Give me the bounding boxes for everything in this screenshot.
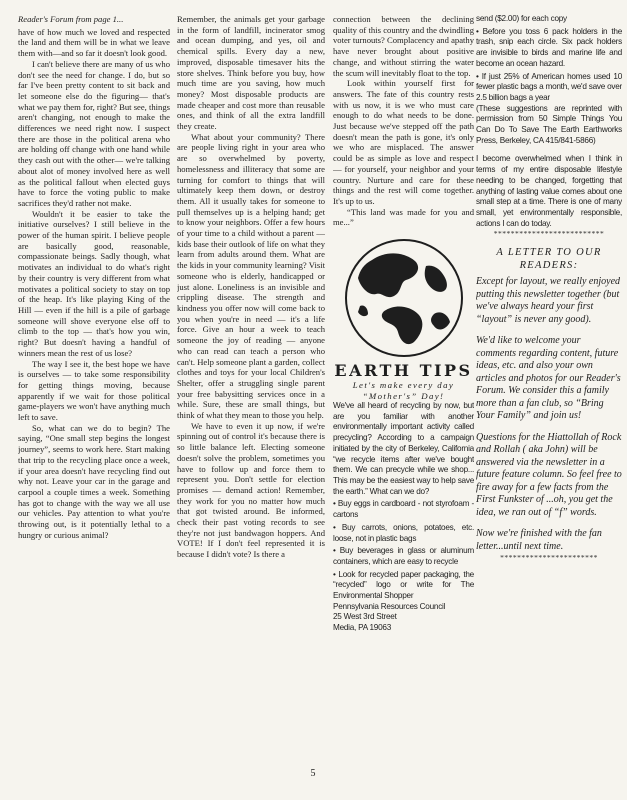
paragraph: Remember, the animals get your garbage in the form of landfill, incinerator smog and ocean dumping, and yes, oil and chemical spills. Every day a new, improved, disposable timesaver hits the store shelves. Think before you buy, how much time are you saving, how much money? Most disposable products are made cheaper and cost more than reusable ones, and think of all the extra landfill they create. — [177, 14, 325, 132]
tip-item: • Before you toss 6 pack holders in the trash, snip each circle. Six pack holders are invisible to birds and marine life and become an ocean hazard. — [476, 26, 622, 68]
paragraph: I can't believe there are many of us who don't see the need for change. I do, but so far I've been pretty content to sit back and let someone else do the figuring— that's what we pay them for, right? But see, things aren't changing, not enough to make the differences we need right now. I suspect there are those in the political arena who are holding off change with one hand while they cash out with the other— we're talking about alot of money involved here as well as the political fallout when elected guys have to force the voting public to make sacrifices they'd rather not make. — [18, 58, 170, 208]
paragraph: Look within yourself first for answers. The fate of this country rests with us now, it is we who must care enough to do what needs to be done. Just because we've stepped off the path doesn't mean the path is gone, it's only we who are misplaced. The answer could be as simple as love and respect — for yourself, your neighbor and your country. Nurture and care for these things and the rest will come together. It's up to us. — [333, 78, 474, 206]
earth-tips-subtitle: Let's make every day “Mother's” Day! — [352, 380, 455, 401]
globe-icon — [342, 236, 466, 360]
paragraph: I become overwhelmed when I think in terms of my entire disposable lifestyle needing to be changed, forgetting that anything of lasting value comes about one small step at a time. There is one of many small, yet environmentally responsible, actions I can do today. — [476, 154, 622, 228]
paragraph: connection between the declining quality of this country and the dwindling voter turnouts? Complacency and apathy have never brought about positive change, and without stirring the water the scum will inevitably float to the top. — [333, 14, 474, 78]
paragraph: Wouldn't it be easier to take the initiative ourselves? I still believe in the power of the human spirit. I believe people are basically good, reasonable, compassionate beings. Sadly though, what motivates an individual to do what's right by their country is very different from what motivates a political society to stay on top of the heap. It's like playing King of the Hill — even if the hill is a pile of garbage someone will shove everyone else off to climb to the top — that's how you win, right? But doesn't having a handful of winners mean the rest of us lose? — [18, 208, 170, 358]
quote: “This land was made for you and me...” — [333, 206, 474, 228]
paragraph: The way I see it, the best hope we have is ourselves — to take some responsibility for getting things moving, because apparently if we wait for those political game-players we won't have anything much left to save. — [18, 358, 170, 423]
address-line: 25 West 3rd Street — [333, 612, 397, 622]
column-1 — [18, 14, 170, 774]
address-line: Pennsylvania Resources Council — [333, 601, 446, 611]
letter-paragraph: Except for layout, we really enjoyed putting this newsletter together (but we've always heard your first “layout” is never any good). — [476, 276, 621, 325]
tip-item: • Look for recycled paper packaging, the “recycled” logo or write for The Environmental Shopper — [333, 569, 474, 601]
star-divider: ************************** — [493, 229, 605, 239]
tip-item: • Buy beverages in glass or aluminum containers, which are easy to recycle — [333, 546, 474, 566]
tip-item: • Buy eggs in cardboard - not styrofoam - cartons — [333, 499, 474, 520]
paragraph: We have to even it up now, if we're spinning out of control it's because there is so little balance left. Electing someone doesn't solve the problem, sometimes you have to follow up and force them to represent you. Don't settle for election promises — demand action! Remember, they work for you no matter how much that got twisted around. Be informed, check their past voting records to see they're not just bandwagon hoppers. And VOTE! If I don't feel represented it is because I didn't vote? Is there a — [177, 420, 325, 560]
letter-title: A LETTER TO OUR READERS: — [496, 247, 602, 272]
column-4 — [476, 14, 622, 774]
tip-item: • Buy carrots, onions, potatoes, etc. loose, not in plastic bags — [333, 522, 474, 543]
paragraph: send ($2.00) for each copy — [476, 14, 567, 23]
letter-paragraph: We'd like to welcome your comments regarding content, future ideas, etc. and also your own articles and photos for our Reader's Forum. We consider this a family more than a fan club, so “Bring Your Family” and join us! — [476, 335, 621, 422]
column-2 — [177, 14, 325, 774]
earth-tips-title: EARTH TIPS — [334, 361, 473, 381]
paragraph: have of how much we loved and respected the land and them will be in what we leave them with—and so far it doesn't look good. — [18, 26, 170, 59]
paragraph: So, what can we do to begin? The saying, “One small step begins the longest journey”, seems to work here. Start making that trip to the recycling place once a week, if your area doesn't have recycling find out why not. Leave your car in the garage and carpool a couple times a week. Something has got to change with the way we all use our vehicles. Pay attention to what you're throwing out, is it potentially lethal to a hungry or curious animal? — [18, 422, 170, 540]
continued-header: Reader's Forum from page 1... — [18, 14, 124, 24]
star-divider: *********************** — [500, 553, 598, 563]
paragraph: We've all heard of recycling by now, but are you familiar with another environmentally important activity called precycling? According to a campaign initiated by the city of Berkeley, California “we recycle items after we've bought them. We can precycle while we shop... This may be the easiest way to help save the earth.” What can we do? — [333, 401, 474, 496]
paragraph: What about your community? There are people living right in your area who are so overwhelmed by poverty, homelessness and illiteracy that some are turning for comfort to things that will ultimately keep them down, or destroy them. All it usually takes for someone to pull themselves up is a helping hand; get to know your neighbors. Offer a few hours of your time to a child without a parent — kids base their outlook of life on what they learn from adults around them. What are the kids in your community learning? Visit someone who is elderly, handicapped or just alone. Loneliness is an invisible and crippling disease. The strength and kindness you offer now will come back to you when you're in need — it's a life force. Give an hour a week to teach someone the joy of reading — anyone who can read can teach a person who can't. Help someone plant a garden, collect clothes and toys for your local Children's Shelter, offer a struggling single parent your free babysitting services once in a while. Sure, these are small things, but think of what they mean to those you help. — [177, 131, 325, 421]
page-number: 5 — [310, 768, 316, 779]
column-3 — [333, 14, 474, 774]
earth-globe-illustration — [333, 236, 474, 360]
address-line: Media, PA 19063 — [333, 623, 392, 633]
source-note: (These suggestions are reprinted with permission from 50 Simple Things You Can Do To Save The Earth Earthworks Press, Berkeley, CA 415/841-5866) — [476, 103, 622, 145]
tip-item: • If just 25% of American homes used 10 fewer plastic bags a month, we'd save over 2.5 billion bags a year — [476, 71, 622, 102]
letter-paragraph: Questions for the Hiattollah of Rock and Rollah ( aka John) will be answered via the newsletter in a future feature column. So feel free to fire away for a few facts from the First Funkster of ...oh, you get the idea, we ran out of “f” words. — [476, 431, 622, 518]
letter-paragraph: Now we're finished with the fan letter...until next time. — [476, 528, 602, 552]
